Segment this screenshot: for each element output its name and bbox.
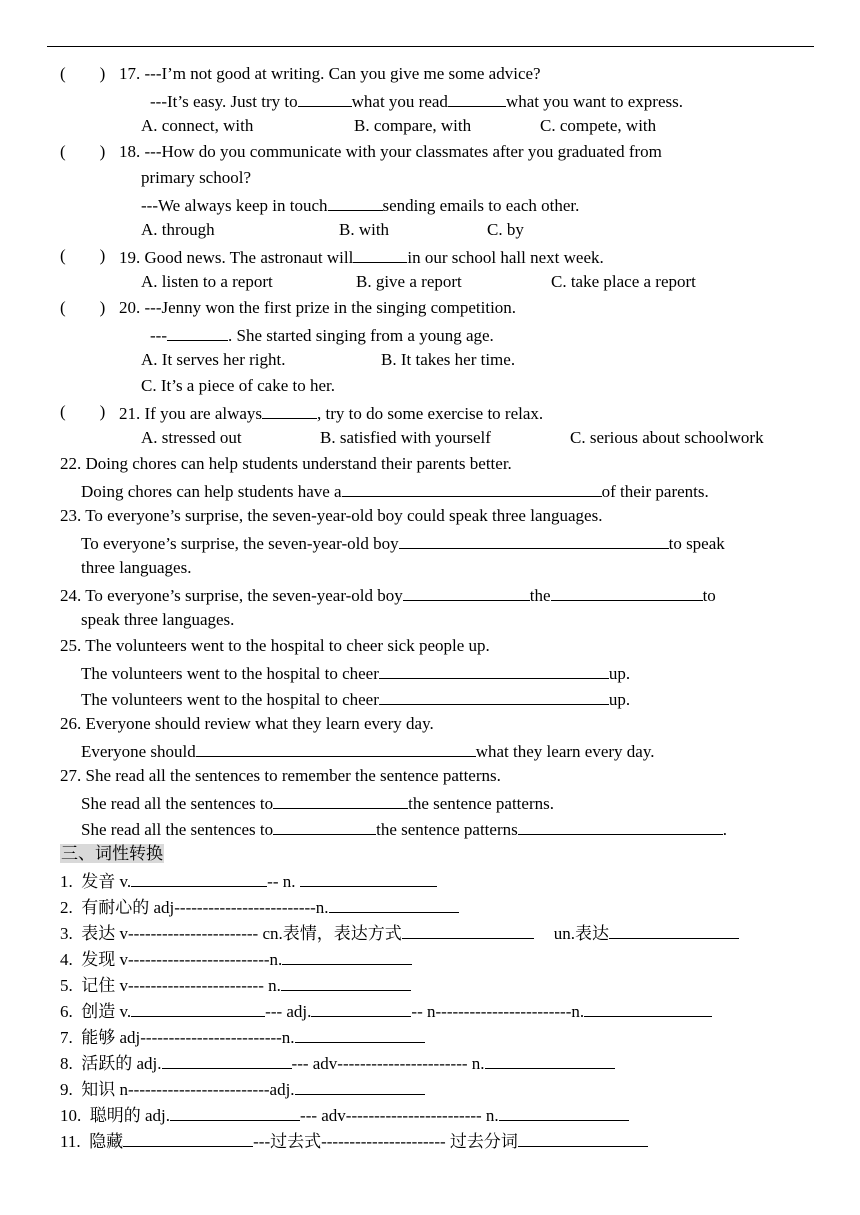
- section-title: 三、词性转换: [61, 844, 163, 863]
- word-item-1: 1. 发音 v. -- n.: [60, 870, 437, 892]
- blank[interactable]: [281, 974, 411, 991]
- blank[interactable]: [196, 740, 476, 757]
- blank[interactable]: [329, 896, 459, 913]
- q18-stem: 18. ---How do you communicate with your classmates after you graduated from: [119, 142, 662, 161]
- q19-stem: 19. Good news. The astronaut will in our school hall next week.: [119, 248, 604, 267]
- word-item-10: 10. 聪明的 adj. --- adv------------------------ n.: [60, 1104, 629, 1126]
- q25-original: 25. The volunteers went to the hospital to cheer sick people up.: [60, 636, 490, 655]
- q17-option-b: B. compare, with: [354, 116, 472, 135]
- q18-answer-line: ---We always keep in touch sending emails to each other.: [141, 196, 580, 215]
- word-item-3: 3. 表达 v----------------------- cn.表情，表达方式 un.表达: [60, 922, 739, 944]
- q17-option-a: A. connect, with: [141, 116, 254, 135]
- q19-option-a: A. listen to a report: [141, 272, 273, 291]
- word-item-2: 2. 有耐心的 adj-------------------------n.: [60, 896, 459, 918]
- q20-paren: ( ): [60, 298, 106, 317]
- q21-stem: 21. If you are always , try to do some exercise to relax.: [119, 404, 544, 423]
- q23-rewrite: To everyone’s surprise, the seven-year-old boy to speak: [81, 534, 725, 553]
- word-item-4: 4. 发现 v-------------------------n.: [60, 948, 412, 970]
- word-item-9: 9. 知识 n-------------------------adj.: [60, 1078, 425, 1100]
- blank[interactable]: [167, 324, 228, 341]
- q18-option-a: A. through: [141, 220, 215, 239]
- q18-paren: ( ): [60, 142, 106, 161]
- q27-rewrite-2: She read all the sentences to the sentence patterns .: [81, 820, 727, 839]
- q25-rewrite-1: The volunteers went to the hospital to cheer up.: [81, 664, 631, 683]
- q22-original: 22. Doing chores can help students understand their parents better.: [60, 454, 512, 473]
- q24-rewrite: 24. To everyone’s surprise, the seven-year-old boy the to: [60, 586, 716, 605]
- blank[interactable]: [295, 1026, 425, 1043]
- blank[interactable]: [300, 870, 437, 887]
- q24-rewrite-cont: speak three languages.: [81, 610, 235, 629]
- blank[interactable]: [131, 870, 267, 887]
- q26-rewrite: Everyone should what they learn every day.: [81, 742, 655, 761]
- blank[interactable]: [551, 584, 703, 601]
- blank[interactable]: [342, 480, 602, 497]
- blank[interactable]: [353, 246, 407, 263]
- blank[interactable]: [162, 1052, 292, 1069]
- q18-stem-cont: primary school?: [141, 168, 251, 187]
- blank[interactable]: [311, 1000, 411, 1017]
- q20-stem: 20. ---Jenny won the first prize in the singing competition.: [119, 298, 517, 317]
- q17-stem: 17. ---I’m not good at writing. Can you give me some advice?: [119, 64, 541, 83]
- blank[interactable]: [282, 948, 412, 965]
- blank[interactable]: [123, 1130, 253, 1147]
- header-rule: [47, 46, 814, 47]
- q18-option-c: C. by: [487, 220, 524, 239]
- blank[interactable]: [295, 1078, 425, 1095]
- q21-option-b: B. satisfied with yourself: [320, 428, 491, 447]
- q17-answer-line: ---It’s easy. Just try to what you read what you want to express.: [150, 92, 683, 111]
- q18-option-b: B. with: [339, 220, 390, 239]
- q21-paren: ( ): [60, 402, 106, 421]
- q21-option-a: A. stressed out: [141, 428, 242, 447]
- q20-answer-line: --- . She started singing from a young age.: [150, 326, 494, 345]
- blank[interactable]: [131, 1000, 265, 1017]
- blank[interactable]: [379, 688, 609, 705]
- blank[interactable]: [518, 818, 723, 835]
- q20-option-b: B. It takes her time.: [381, 350, 516, 369]
- blank[interactable]: [273, 818, 376, 835]
- q17-option-c: C. compete, with: [540, 116, 657, 135]
- q19-option-c: C. take place a report: [551, 272, 696, 291]
- blank[interactable]: [402, 922, 534, 939]
- q22-rewrite: Doing chores can help students have a of their parents.: [81, 482, 709, 501]
- blank[interactable]: [448, 90, 506, 107]
- q25-rewrite-2: The volunteers went to the hospital to cheer up.: [81, 690, 631, 709]
- blank[interactable]: [328, 194, 383, 211]
- word-item-5: 5. 记住 v------------------------ n.: [60, 974, 411, 996]
- q21-option-c: C. serious about schoolwork: [570, 428, 764, 447]
- q20-option-a: A. It serves her right.: [141, 350, 286, 369]
- q19-option-b: B. give a report: [356, 272, 462, 291]
- q27-rewrite-1: She read all the sentences to the sentence patterns.: [81, 794, 554, 813]
- blank[interactable]: [379, 662, 609, 679]
- q23-rewrite-cont: three languages.: [81, 558, 192, 577]
- word-item-6: 6. 创造 v. --- adj. -- n------------------------n.: [60, 1000, 712, 1022]
- q27-original: 27. She read all the sentences to remember the sentence patterns.: [60, 766, 501, 785]
- q19-paren: ( ): [60, 246, 106, 265]
- blank[interactable]: [403, 584, 530, 601]
- word-item-7: 7. 能够 adj-------------------------n.: [60, 1026, 425, 1048]
- q23-original: 23. To everyone’s surprise, the seven-year-old boy could speak three languages.: [60, 506, 603, 525]
- blank[interactable]: [262, 402, 317, 419]
- blank[interactable]: [399, 532, 669, 549]
- q17-paren: ( ): [60, 64, 106, 83]
- blank[interactable]: [518, 1130, 648, 1147]
- blank[interactable]: [273, 792, 408, 809]
- blank[interactable]: [584, 1000, 712, 1017]
- q26-original: 26. Everyone should review what they learn every day.: [60, 714, 434, 733]
- word-item-8: 8. 活跃的 adj. --- adv----------------------- n.: [60, 1052, 615, 1074]
- blank[interactable]: [485, 1052, 615, 1069]
- blank[interactable]: [499, 1104, 629, 1121]
- blank[interactable]: [298, 90, 352, 107]
- blank[interactable]: [170, 1104, 300, 1121]
- word-item-11: 11. 隐藏 ---过去式---------------------- 过去分词: [60, 1130, 648, 1152]
- blank[interactable]: [609, 922, 739, 939]
- q20-option-c: C. It’s a piece of cake to her.: [141, 376, 336, 395]
